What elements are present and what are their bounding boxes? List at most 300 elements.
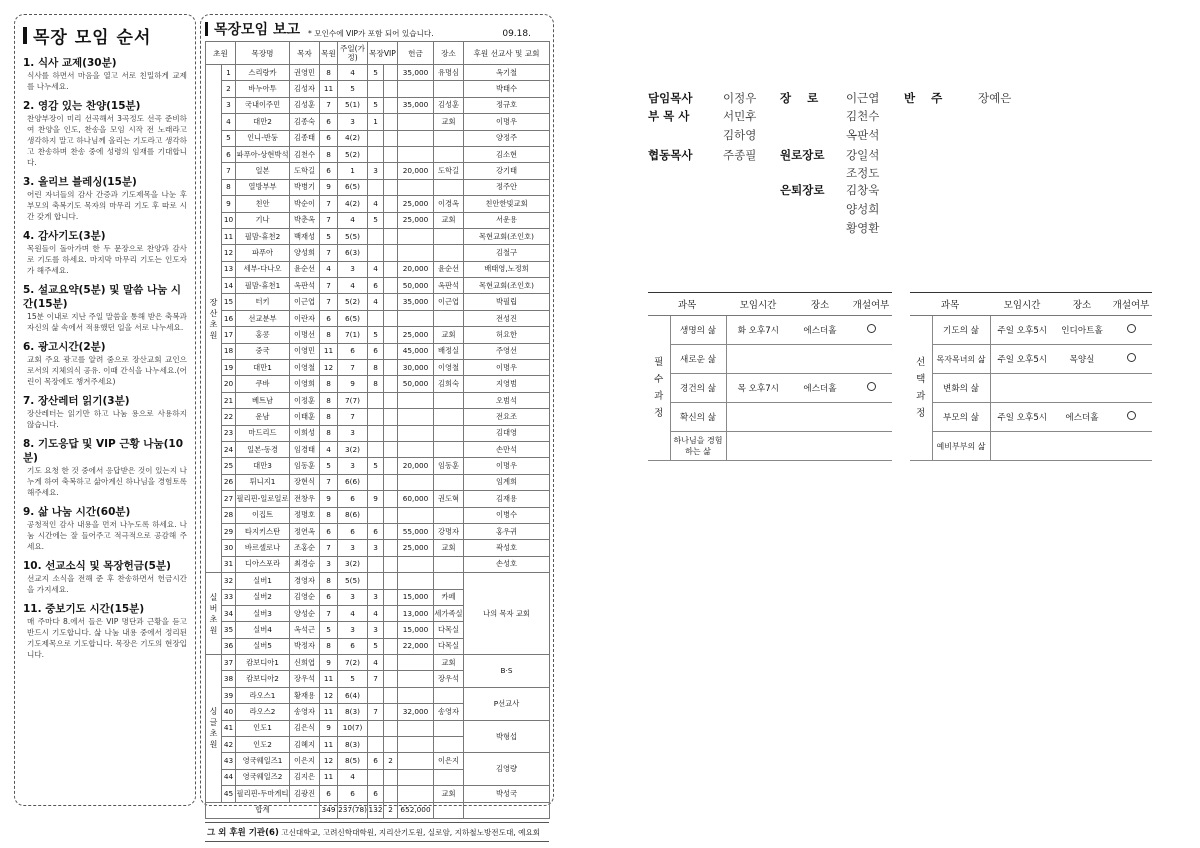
offering: 35,000 (398, 294, 434, 310)
elective-course-table (910, 292, 1152, 461)
place: 윤순선 (434, 261, 464, 277)
course-place (790, 403, 850, 432)
leader-name: 윤순선 (290, 261, 320, 277)
mokjang-name: 필맘-휴천2 (236, 228, 290, 244)
vip-count (384, 737, 398, 753)
course-time: 주일 오후5시 (990, 316, 1054, 345)
order-item-heading: 7. 장산레터 읽기(3분) (23, 395, 130, 407)
leader-name: 김성훈 (290, 97, 320, 113)
offering: 15,000 (398, 622, 434, 638)
order-item-heading: 1. 식사 교제(30분) (23, 57, 117, 69)
mokjang-name: 캄보디아1 (236, 655, 290, 671)
vip-count (384, 409, 398, 425)
row-number: 43 (222, 753, 236, 769)
vip-count (384, 310, 398, 326)
open-circle-icon (1127, 411, 1136, 420)
place: 교회 (434, 655, 464, 671)
sunday-count: 3 (338, 622, 368, 638)
place (434, 441, 464, 457)
vip-count (384, 81, 398, 97)
total-label: 합계 (206, 802, 320, 818)
offering (398, 753, 434, 769)
staff-name: 이근엽 (846, 91, 880, 105)
member-count: 3 (320, 556, 338, 572)
mokjang-name: 대만3 (236, 458, 290, 474)
table-row (206, 655, 550, 671)
order-item (23, 175, 187, 222)
place: 교회 (434, 212, 464, 228)
mokjang-name: 홍콩 (236, 327, 290, 343)
leader-name: 김종숙 (290, 114, 320, 130)
course-group-label (648, 316, 670, 461)
table-row (206, 212, 550, 228)
order-item-desc: 식사를 하면서 마음을 열고 서로 친밀하게 교제를 나누세요. (27, 71, 187, 91)
offering (398, 671, 434, 687)
row-number: 39 (222, 687, 236, 703)
table-row (206, 163, 550, 179)
row-number: 27 (222, 491, 236, 507)
leader-name: 이란자 (290, 310, 320, 326)
order-item (23, 505, 187, 552)
mission-supporter: 박형섭 (464, 720, 550, 753)
row-number: 6 (222, 146, 236, 162)
course-open (1110, 316, 1152, 345)
leader-name: 이영희 (290, 376, 320, 392)
vip-count (384, 294, 398, 310)
vip-meet-count: 4 (368, 605, 384, 621)
mokjang-name: 영국웨일즈2 (236, 769, 290, 785)
row-number: 5 (222, 130, 236, 146)
report-date: 09.18. (502, 29, 531, 39)
course-open (1110, 432, 1152, 461)
table-row (206, 65, 550, 81)
order-item-heading: 4. 감사기도(3분) (23, 230, 106, 242)
offering (398, 474, 434, 490)
member-count: 8 (320, 638, 338, 654)
offering: 35,000 (398, 65, 434, 81)
place: 옥판석 (434, 278, 464, 294)
place: 이은지 (434, 753, 464, 769)
table-row (206, 753, 550, 769)
row-number: 11 (222, 228, 236, 244)
mokjang-name: 영국웨일즈1 (236, 753, 290, 769)
group-label-char: 장 (209, 297, 218, 307)
sunday-count: 6 (338, 523, 368, 539)
report-header-row (206, 42, 550, 65)
vip-meet-count (368, 228, 384, 244)
row-number: 24 (222, 441, 236, 457)
sunday-count: 6 (338, 343, 368, 359)
mokjang-name: 필리핀-일로일로 (236, 491, 290, 507)
col-header: 모임시간 (726, 293, 790, 316)
offering (398, 245, 434, 261)
staff-label: 은퇴장로 (780, 183, 825, 197)
offering: 13,000 (398, 605, 434, 621)
course-open (850, 316, 892, 345)
order-item-heading: 2. 영감 있는 찬양(15분) (23, 100, 141, 112)
sunday-count: 3(2) (338, 441, 368, 457)
leader-name: 옥석근 (290, 622, 320, 638)
course-row (910, 374, 1152, 403)
mokjang-name: 인니-반둥 (236, 130, 290, 146)
row-number: 13 (222, 261, 236, 277)
meeting-order-panel (14, 14, 196, 806)
vip-count (384, 146, 398, 162)
staff-name: 황영환 (846, 221, 880, 235)
vip-count (384, 655, 398, 671)
sunday-count: 4 (338, 278, 368, 294)
course-open (1110, 345, 1152, 374)
vip-count (384, 425, 398, 441)
sunday-count: 6 (338, 786, 368, 802)
order-item (23, 394, 187, 430)
group-label-char: 원 (209, 740, 218, 750)
table-row (206, 491, 550, 507)
staff-name: 김창욱 (846, 183, 880, 197)
place (434, 720, 464, 736)
sunday-count: 5(1) (338, 97, 368, 113)
table-row (206, 523, 550, 539)
total-members: 349 (320, 802, 338, 818)
group-label-char: 싱 (209, 707, 218, 717)
offering: 22,000 (398, 638, 434, 654)
sunday-count: 4 (338, 212, 368, 228)
leader-name: 김지은 (290, 769, 320, 785)
course-group-char: 정 (654, 408, 664, 419)
row-number: 19 (222, 360, 236, 376)
sunday-count: 6(6) (338, 474, 368, 490)
leader-name: 최경승 (290, 556, 320, 572)
mokjang-name: 대만1 (236, 360, 290, 376)
group-label-char: 산 (209, 308, 218, 318)
leader-name: 박순이 (290, 196, 320, 212)
course-group-char: 수 (654, 374, 664, 385)
vip-meet-count (368, 310, 384, 326)
group-label-char: 초 (209, 319, 218, 329)
table-row (206, 786, 550, 802)
course-time: 주일 오후5시 (990, 345, 1054, 374)
course-subject: 목자목녀의 삶 (932, 345, 990, 374)
order-item-heading: 8. 기도응답 및 VIP 근황 나눔(10분) (23, 438, 183, 464)
order-item-desc: 어린 자녀들의 감사 간증과 기도제목을 나눈 후 부모의 축복기도 목자의 마무리 기도 후 따로 시간 갖게 합니다. (27, 190, 187, 221)
offering: 50,000 (398, 376, 434, 392)
staff-name: 이정우 (723, 91, 757, 105)
member-count: 6 (320, 786, 338, 802)
course-place (790, 432, 850, 461)
staff-name: 장예은 (978, 91, 1012, 105)
offering: 25,000 (398, 327, 434, 343)
row-number: 41 (222, 720, 236, 736)
mokjang-name: 열방부부 (236, 179, 290, 195)
sunday-count: 3 (338, 540, 368, 556)
mokjang-name: 이집트 (236, 507, 290, 523)
course-place (790, 345, 850, 374)
offering (398, 507, 434, 523)
leader-name: 이정훈 (290, 392, 320, 408)
order-item (23, 283, 187, 333)
row-number: 1 (222, 65, 236, 81)
total-sunday: 237(78) (338, 802, 368, 818)
mokjang-name: 파푸아-상현박석 (236, 146, 290, 162)
group-label-char: 초 (209, 614, 218, 624)
member-count: 11 (320, 81, 338, 97)
col-header: 개설여부 (1110, 293, 1152, 316)
place: 김성훈 (434, 97, 464, 113)
mission-supporter: 박필립 (464, 294, 550, 310)
member-count: 7 (320, 474, 338, 490)
report-header (205, 19, 549, 41)
mission-supporter: 주영선 (464, 343, 550, 359)
member-count: 8 (320, 146, 338, 162)
mokjang-name: 바르셀로나 (236, 540, 290, 556)
staff-label: 반 주 (904, 91, 943, 105)
row-number: 16 (222, 310, 236, 326)
vip-meet-count: 5 (368, 638, 384, 654)
vip-count (384, 360, 398, 376)
mission-supporter: 지영범 (464, 376, 550, 392)
member-count: 8 (320, 376, 338, 392)
member-count: 11 (320, 737, 338, 753)
leader-name: 옥판석 (290, 278, 320, 294)
sunday-count: 5 (338, 81, 368, 97)
mission-supporter: 김대영 (464, 425, 550, 441)
mokjang-name: 베트남 (236, 392, 290, 408)
col-header: 목자 (290, 42, 320, 65)
mission-supporter: 이명우 (464, 114, 550, 130)
course-place: 목양실 (1054, 345, 1110, 374)
row-number: 25 (222, 458, 236, 474)
place: 다목실 (434, 622, 464, 638)
sunday-count: 6(4) (338, 687, 368, 703)
vip-count (384, 589, 398, 605)
member-count: 12 (320, 753, 338, 769)
table-row (206, 687, 550, 703)
course-open (850, 403, 892, 432)
vip-count (384, 540, 398, 556)
row-number: 35 (222, 622, 236, 638)
course-row (648, 374, 892, 403)
order-item-heading: 11. 중보기도 시간(15분) (23, 603, 145, 615)
course-group-char: 정 (916, 408, 926, 419)
mokjang-name: 실버2 (236, 589, 290, 605)
row-number: 2 (222, 81, 236, 97)
total-vip: 2 (384, 802, 398, 818)
mokjang-name: 튀니지1 (236, 474, 290, 490)
row-number: 20 (222, 376, 236, 392)
table-row (206, 376, 550, 392)
leader-name: 이영철 (290, 360, 320, 376)
vip-count (384, 327, 398, 343)
row-number: 23 (222, 425, 236, 441)
mission-supporter: 곽성호 (464, 540, 550, 556)
row-number: 12 (222, 245, 236, 261)
place (434, 573, 464, 589)
row-number: 21 (222, 392, 236, 408)
offering (398, 130, 434, 146)
order-item-heading: 5. 설교요약(5분) 및 말씀 나눔 시간(15분) (23, 284, 182, 310)
vip-meet-count (368, 720, 384, 736)
report-title (205, 19, 300, 39)
course-open (850, 432, 892, 461)
sunday-count: 7(2) (338, 655, 368, 671)
mission-supporter: 김소현 (464, 146, 550, 162)
order-item-desc: 공청적인 감사 내용을 먼저 나누도록 하세요. 나눔 시간에는 잘 들어주고 적극적으로 공감해 주세요. (27, 520, 187, 551)
row-number: 26 (222, 474, 236, 490)
staff-label: 원로장로 (780, 148, 825, 162)
vip-meet-count: 3 (368, 622, 384, 638)
course-header-row (648, 293, 892, 316)
mokjang-name: 인도1 (236, 720, 290, 736)
place (434, 81, 464, 97)
staff-label: 담임목사 (648, 91, 693, 105)
place: 이경옥 (434, 196, 464, 212)
staff-name: 서민후 (723, 109, 757, 123)
place: 도학길 (434, 163, 464, 179)
group-label (206, 573, 222, 655)
mokjang-name: 터키 (236, 294, 290, 310)
member-count: 6 (320, 130, 338, 146)
row-number: 9 (222, 196, 236, 212)
open-circle-icon (1127, 353, 1136, 362)
mokjang-name: 필맘-휴천1 (236, 278, 290, 294)
table-row (206, 278, 550, 294)
member-count: 6 (320, 589, 338, 605)
leader-name: 임동훈 (290, 458, 320, 474)
table-row (206, 441, 550, 457)
vip-count (384, 556, 398, 572)
order-item-desc: 선교지 소식을 전해 준 후 찬송하면서 헌금시간을 가지세요. (27, 574, 187, 594)
staff-name: 김하영 (723, 128, 757, 142)
course-group-char: 선 (916, 357, 926, 368)
col-header: 초원 (206, 42, 236, 65)
offering: 32,000 (398, 704, 434, 720)
staff-name: 양성희 (846, 202, 880, 216)
report-title-text: 목장모임 보고 (214, 22, 301, 38)
sunday-count: 6(5) (338, 310, 368, 326)
vip-count (384, 605, 398, 621)
row-number: 28 (222, 507, 236, 523)
col-header: 후원 선교사 및 교회 (464, 42, 550, 65)
vip-count (384, 114, 398, 130)
table-row (206, 327, 550, 343)
offering (398, 769, 434, 785)
table-row (206, 146, 550, 162)
mission-supporter: 오범석 (464, 392, 550, 408)
mission-supporter: 이명우 (464, 458, 550, 474)
leader-name: 장우석 (290, 671, 320, 687)
order-item-heading: 9. 삶 나눔 시간(60분) (23, 506, 131, 518)
place (434, 507, 464, 523)
order-item (23, 437, 187, 498)
table-row (206, 556, 550, 572)
staff-name: 김천수 (846, 109, 880, 123)
leader-name: 이희성 (290, 425, 320, 441)
vip-count (384, 196, 398, 212)
offering (398, 687, 434, 703)
row-number: 15 (222, 294, 236, 310)
member-count: 11 (320, 343, 338, 359)
vip-meet-count (368, 392, 384, 408)
mokjang-name: 국내이주민 (236, 97, 290, 113)
row-number: 10 (222, 212, 236, 228)
member-count: 8 (320, 409, 338, 425)
member-count: 11 (320, 769, 338, 785)
row-number: 29 (222, 523, 236, 539)
mission-supporter: 목현교회(조인호) (464, 228, 550, 244)
course-place (1054, 374, 1110, 403)
course-group-char: 과 (654, 391, 664, 402)
table-row (206, 507, 550, 523)
member-count: 7 (320, 540, 338, 556)
vip-meet-count: 6 (368, 278, 384, 294)
order-item (23, 559, 187, 595)
offering: 20,000 (398, 458, 434, 474)
place: 배정실 (434, 343, 464, 359)
open-circle-icon (867, 324, 876, 333)
sunday-count: 5(2) (338, 146, 368, 162)
sunday-count: 4 (338, 605, 368, 621)
member-count: 12 (320, 687, 338, 703)
row-number: 40 (222, 704, 236, 720)
vip-meet-count: 5 (368, 212, 384, 228)
place: 교회 (434, 786, 464, 802)
mission-supporter: 김재용 (464, 491, 550, 507)
place (434, 245, 464, 261)
staff-name: 주종필 (723, 148, 757, 162)
sunday-count: 6(3) (338, 245, 368, 261)
table-row (206, 474, 550, 490)
col-header: 주일(가정) (338, 42, 368, 65)
member-count: 7 (320, 605, 338, 621)
sunday-count: 3(2) (338, 556, 368, 572)
mission-supporter: 김영량 (464, 753, 550, 786)
course-open (850, 345, 892, 374)
place: 권도혁 (434, 491, 464, 507)
total-place (434, 802, 464, 818)
table-row (206, 392, 550, 408)
table-row (206, 343, 550, 359)
staff-name: 강일석 (846, 148, 880, 162)
vip-count (384, 228, 398, 244)
col-header: 목원 (320, 42, 338, 65)
place: 임동훈 (434, 458, 464, 474)
offering (398, 310, 434, 326)
table-row (206, 97, 550, 113)
vip-meet-count: 3 (368, 589, 384, 605)
row-number: 45 (222, 786, 236, 802)
vip-count (384, 441, 398, 457)
place: 장우석 (434, 671, 464, 687)
table-row (206, 245, 550, 261)
sunday-count: 8(3) (338, 737, 368, 753)
course-header-row (910, 293, 1152, 316)
title-bar-mark (205, 22, 208, 36)
order-title-text: 목장 모임 순서 (33, 28, 152, 48)
sunday-count: 8(3) (338, 704, 368, 720)
member-count: 6 (320, 523, 338, 539)
table-row (206, 425, 550, 441)
course-subject: 확신의 삶 (670, 403, 726, 432)
offering (398, 425, 434, 441)
member-count: 7 (320, 196, 338, 212)
course-row (648, 432, 892, 461)
vip-meet-count: 7 (368, 704, 384, 720)
member-count: 8 (320, 65, 338, 81)
sunday-count: 3 (338, 458, 368, 474)
report-table (205, 41, 550, 819)
mission-supporter: 홍우귀 (464, 523, 550, 539)
leader-name: 장현식 (290, 474, 320, 490)
